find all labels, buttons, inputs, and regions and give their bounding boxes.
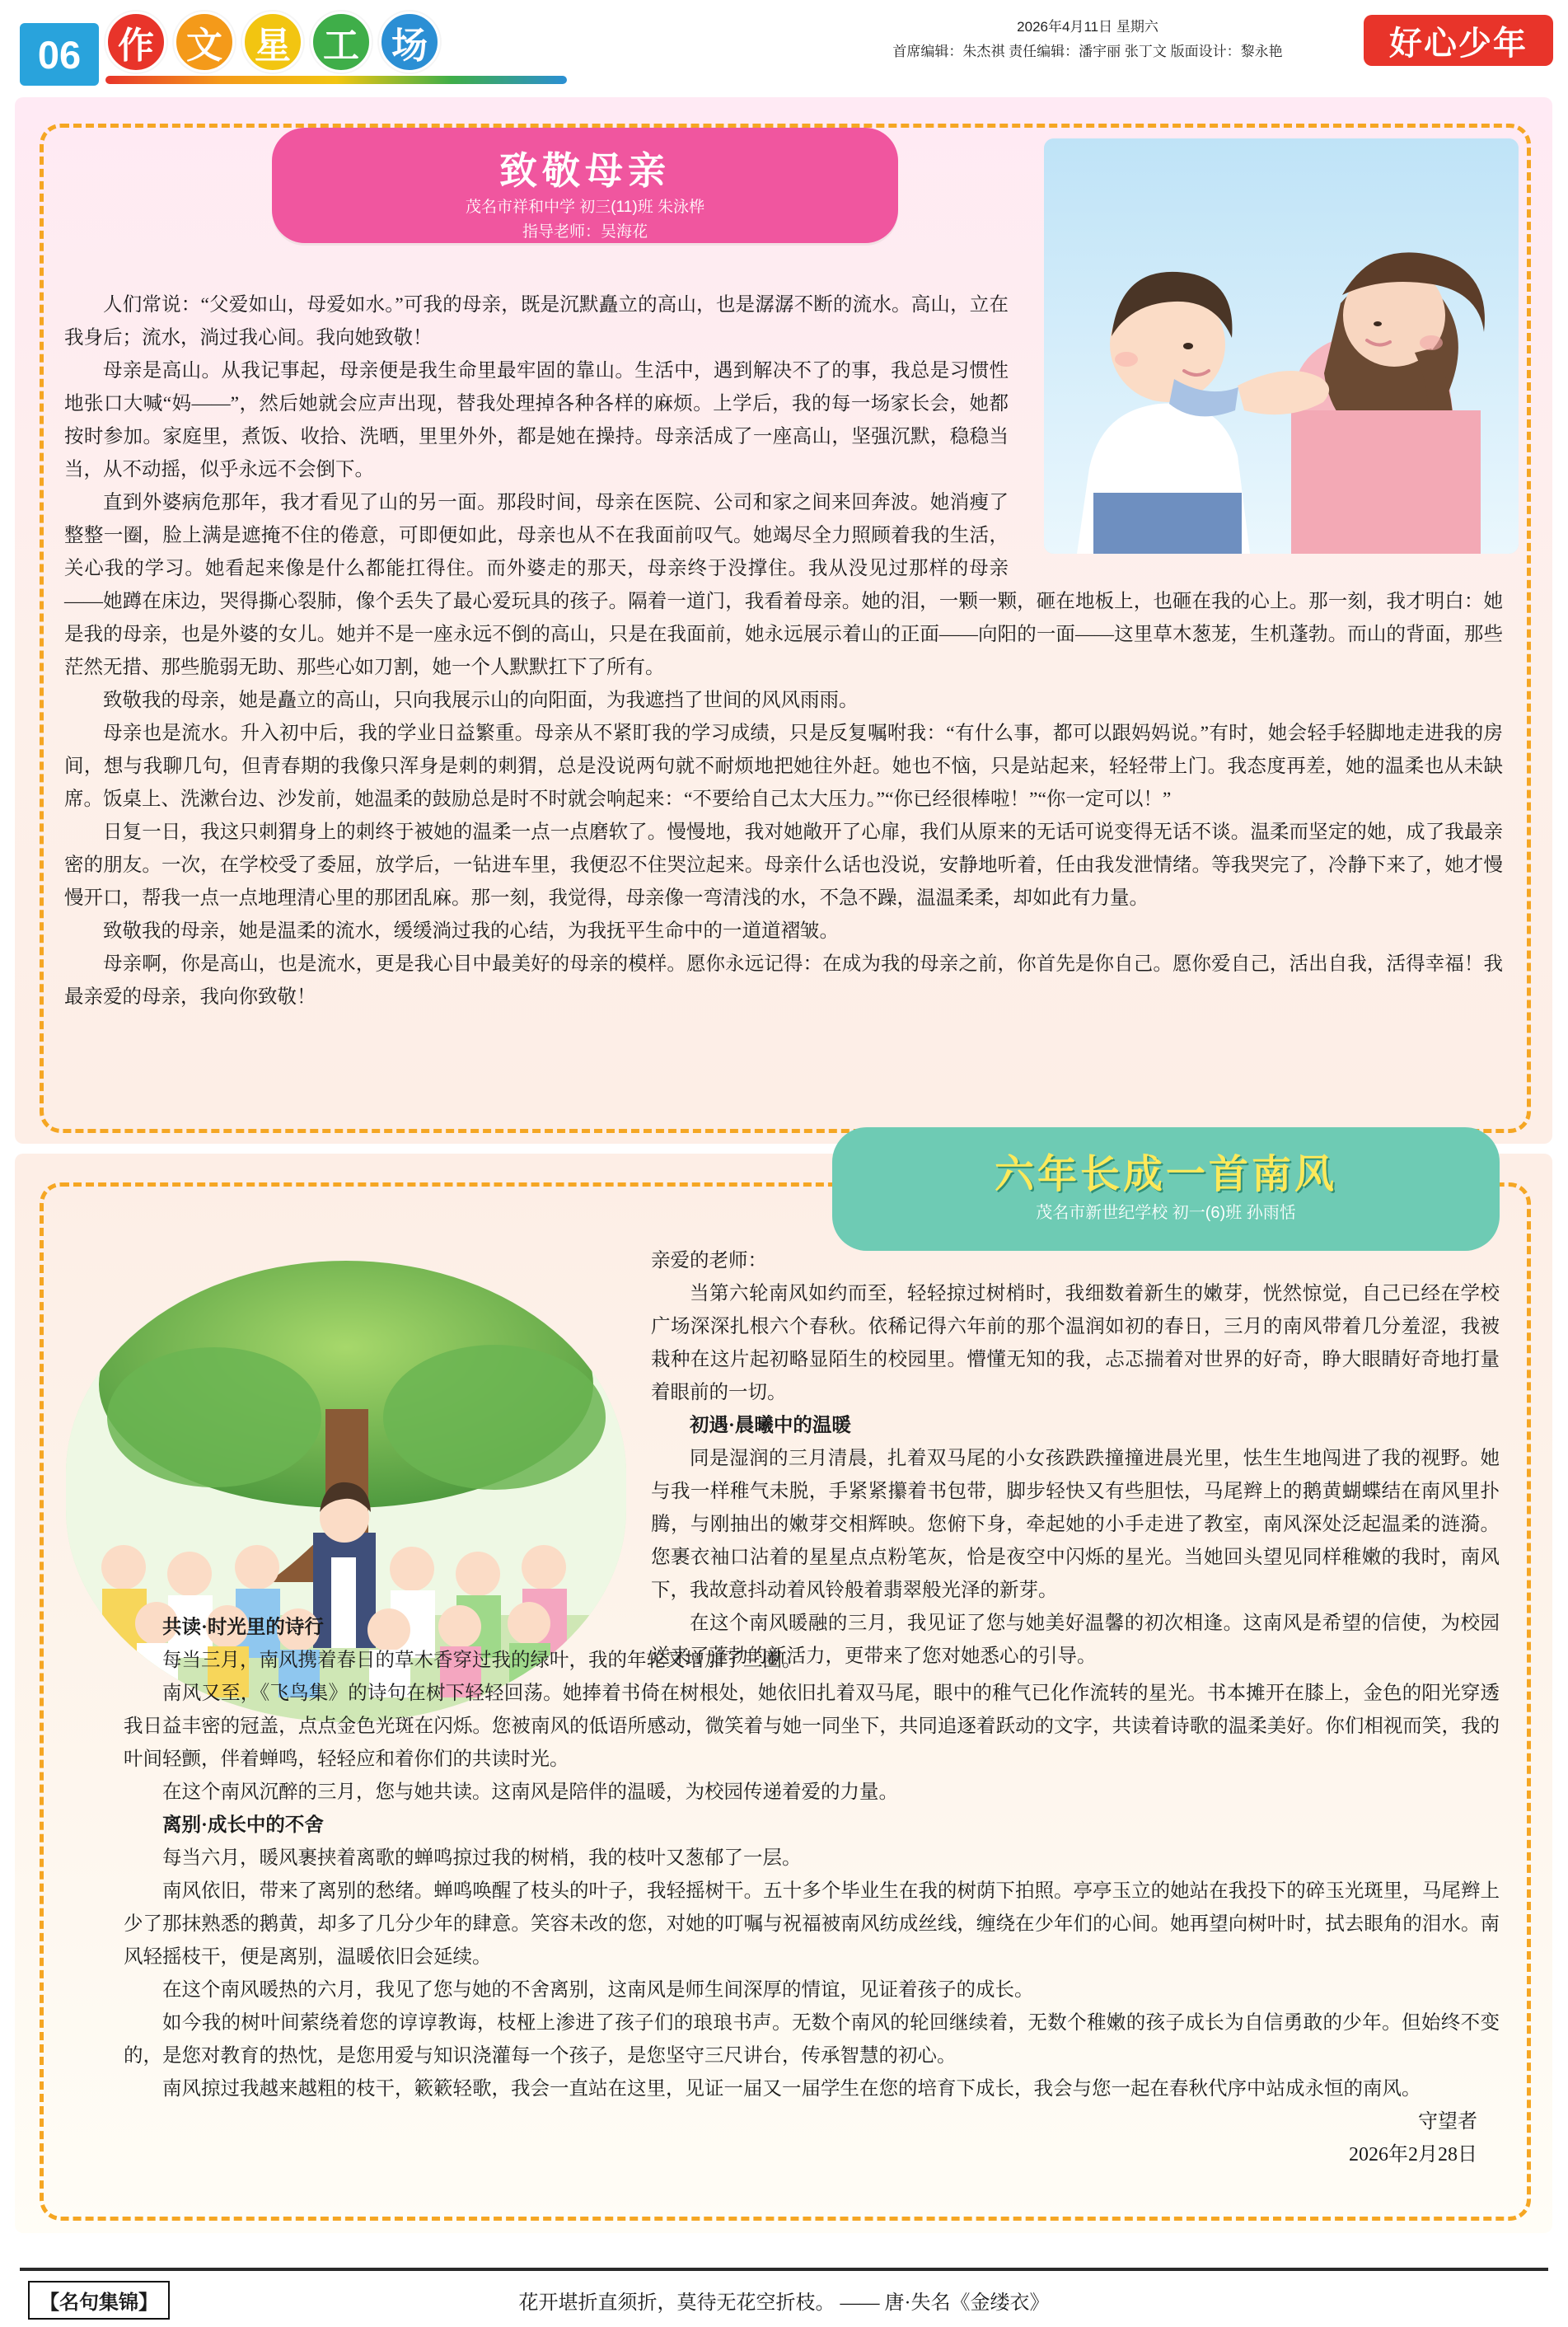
article-2-signature [1349, 2105, 1477, 2171]
section-title-underline [105, 76, 567, 84]
article-1-paragraph: 直到外婆病危那年，我才看见了山的另一面。那段时间，母亲在医院、公司和家之间来回奔波。她消瘦了整整一圈，脸上满是遮掩不住的倦意，可即便如此，母亲也从不在我面前叹气。她竭尽全力照顾着我的生活，关心我的学习。她看起来像是什么都能扛得住。而外婆走的那天，母亲终于没撑住。我从没见过那样的母亲——她蹲在床边，哭得撕心裂肺，像个丢失了最心爱玩具的孩子。隔着一道门，我看着母亲。她的泪，一颗一颗，砸在地板上，也砸在我的心上。那一刻，我才明白：她是我的母亲，也是外婆的女儿。她并不是一座永远不倒的高山，只是在我面前，她永远展示着山的正面——向阳的一面——这里草木葱茏，生机蓬勃。而山的背面，那些茫然无措、那些脆弱无助、那些心如刀割，她一个人默默扛下了所有。 [64, 492, 1503, 678]
header-meta [824, 15, 1351, 64]
section-title-char-1: 作 [105, 12, 166, 73]
section-title [105, 12, 440, 73]
signature-name: 守望者 [1418, 2111, 1477, 2133]
page-header [0, 0, 1568, 91]
section-title-char-3: 星 [242, 12, 303, 73]
article-2-subheading-3: 离别·成长中的不舍 [162, 1814, 324, 1836]
brand-text: 好心少年 [1389, 25, 1528, 62]
article-1-paragraph: 日复一日，我这只刺猬身上的刺终于被她的温柔一点一点磨软了。慢慢地，我对她敞开了心扉，我们从原来的无话可说变得无话不谈。温柔而坚定的她，成了我最亲密的朋友。一次，在学校受了委屈，放学后，一钻进车里，我便忍不住哭泣起来。母亲什么话也没说，安静地听着，任由我发泄情绪。等我哭完了，冷静下来了，她才慢慢开口，帮我一点一点地理清心里的那团乱麻。那一刻，我觉得，母亲像一弯清浅的水，不急不躁，温温柔柔，却如此有力量。 [64, 822, 1503, 909]
article-1-paragraph: 致敬我的母亲，她是矗立的高山，只向我展示山的向阳面，为我遮挡了世间的风风雨雨。 [103, 690, 859, 711]
footer-quote: 花开堪折直须折，莫待无花空折枝。 —— 唐·失名《金缕衣》 [518, 2292, 1050, 2314]
page-number: 06 [20, 23, 99, 86]
article-2-paragraph: 每当三月，南风携着春日的草木香穿过我的绿叶，我的年轮又增加了三圈。 [162, 1650, 802, 1671]
article-2-paragraph: 如今我的树叶间萦绕着您的谆谆教诲，枝桠上渗进了孩子们的琅琅书声。无数个南风的轮回继续着，无数个稚嫩的孩子成长为自信勇敢的少年。但始终不变的，是您对教育的热忱，是您用爱与知识浇灌每一个孩子，是您坚守三尺讲台，传承智慧的初心。 [124, 2012, 1500, 2067]
article-1-paragraph: 母亲啊，你是高山，也是流水，更是我心目中最美好的母亲的模样。愿你永远记得：在成为我的母亲之前，你首先是你自己。愿你爱自己，活出自我，活得幸福！我最亲爱的母亲，我向你致敬！ [64, 953, 1503, 1008]
article-1-paragraph: 母亲是高山。从我记事起，母亲便是我生命里最牢固的靠山。生活中，遇到解决不了的事，我总是习惯性地张口大喊“妈——”，然后她就会应声出现，替我处理掉各种各样的麻烦。上学后，我的每一场家长会，她都按时参加。家庭里，煮饭、收拾、洗晒，里里外外，都是她在操持。母亲活成了一座高山，坚强沉默，稳稳当当，从不动摇，似乎永远不会倒下。 [64, 360, 1009, 480]
section-title-char-2: 文 [174, 12, 235, 73]
article-1-paragraph: 人们常说：“父爱如山，母爱如水。”可我的母亲，既是沉默矗立的高山，也是潺潺不断的流水。高山，立在我身后；流水，淌过我心间。我向她致敬！ [64, 294, 1009, 349]
section-title-char-4: 工 [311, 12, 372, 73]
article-2-paragraph: 在这个南风沉醉的三月，您与她共读。这南风是陪伴的温暖，为校园传递着爱的力量。 [162, 1782, 898, 1803]
article-2-paragraph: 每当六月，暖风裹挟着离歌的蝉鸣掠过我的树梢，我的枝叶又葱郁了一层。 [162, 1847, 802, 1869]
article-2-paragraph: 在这个南风暖热的六月，我见了您与她的不舍离别，这南风是师生间深厚的情谊，见证着孩子的成长。 [162, 1979, 1034, 2001]
article-2-paragraph: 南风依旧，带来了离别的愁绪。蝉鸣唤醒了枝头的叶子，我轻摇树干。五十多个毕业生在我的树荫下拍照。亭亭玉立的她站在我投下的碎玉光斑里，马尾辫上少了那抹熟悉的鹅黄，却多了几分少年的肆意。笑容未改的您，对她的叮嘱与祝福被南风纺成丝线，缠绕在少年们的心间。她再望向树叶时，拭去眼角的泪水。南风轻摇枝干，便是离别，温暖依旧会延续。 [124, 1880, 1500, 1968]
article-2-byline: 茂名市新世纪学校 初一(6)班 孙雨恬 [1036, 1204, 1296, 1222]
article-1-byline-author: 茂名市祥和中学 初三(11)班 朱泳桦 [466, 199, 704, 216]
article-2-salutation: 亲爱的老师： [651, 1250, 767, 1271]
text-wrap-spacer [1009, 288, 1503, 560]
article-2-body-bottom [124, 1611, 1500, 2105]
footer-divider [20, 2268, 1548, 2271]
article-2-title: 六年长成一首南风 [994, 1153, 1337, 1196]
page-footer [0, 2268, 1568, 2327]
article-1-paragraph: 母亲也是流水。升入初中后，我的学业日益繁重。母亲从不紧盯我的学习成绩，只是反复嘱咐我：“有什么事，都可以跟妈妈说。”有时，她会轻手轻脚地走进我的房间，想与我聊几句，但青春期的我像只浑身是刺的刺猬，总是没说两句就不耐烦地把她往外赶。她也不恼，只是站起来，轻轻带上门。我态度再差，她的温柔也从未缺席。饭桌上、洗漱台边、沙发前，她温柔的鼓励总是时不时就会响起来：“不要给自己太大压力。”“你已经很棒啦！”“你一定可以！” [64, 723, 1503, 810]
article-1-title-badge [272, 128, 898, 243]
article-2-paragraph: 南风又至，《飞鸟集》的诗句在树下轻轻回荡。她捧着书倚在树根处，她依旧扎着双马尾，眼中的稚气已化作流转的星光。书本摊开在膝上，金色的阳光穿透我日益丰密的冠盖，点点金色光斑在闪烁。您被南风的低语所感动，微笑着与她一同坐下，共同追逐着跃动的文字，共读着诗歌的温柔美好。你们相视而笑，我的叶间轻颤，伴着蝉鸣，轻轻应和着你们的共读时光。 [124, 1683, 1500, 1770]
signature-date: 2026年2月28日 [1349, 2144, 1477, 2165]
issue-date: 2026年4月11日 星期六 [1017, 19, 1158, 35]
article-1-body [64, 288, 1503, 1014]
article-1-byline-teacher: 指导老师：吴海花 [522, 223, 648, 241]
article-2-subheading-1: 初遇·晨曦中的温暖 [690, 1415, 851, 1436]
footer-label: 【名句集锦】 [28, 2281, 170, 2320]
article-1-paragraph: 致敬我的母亲，她是温柔的流水，缓缓淌过我的心结，为我抚平生命中的一道道褶皱。 [103, 920, 839, 942]
masthead-brand [1364, 15, 1553, 66]
article-2-subheading-2: 共读·时光里的诗行 [162, 1617, 324, 1638]
article-2-paragraph: 在这个南风暖融的三月，我见证了您与她美好温馨的初次相逢。这南风是希望的信使，为校园送来了蓬勃的新活力，更带来了您对她悉心的引导。 [651, 1613, 1500, 1667]
article-2-paragraph: 南风掠过我越来越粗的枝干，簌簌轻歌，我会一直站在这里，见证一届又一届学生在您的培育下成长，我会与您一起在春秋代序中站成永恒的南风。 [162, 2078, 1421, 2100]
article-2-paragraph: 同是湿润的三月清晨，扎着双马尾的小女孩跌跌撞撞进晨光里，怯生生地闯进了我的视野。她与我一样稚气未脱，手紧紧攥着书包带，脚步轻快又有些胆怯，马尾辫上的鹅黄蝴蝶结在南风里扑腾，与刚抽出的嫩芽交相辉映。您俯下身，牵起她的小手走进了教室，南风深处泛起温柔的涟漪。您裹衣袖口沾着的星星点点粉笔灰，恰是夜空中闪烁的星光。当她回头望见同样稚嫩的我时，南风下，我故意抖动着风铃般着翡翠般光泽的新芽。 [651, 1448, 1500, 1601]
article-1-title: 致敬母亲 [499, 149, 671, 192]
article-2-body-top [651, 1244, 1500, 1673]
article-2-title-badge [832, 1127, 1500, 1251]
section-title-char-5: 场 [379, 12, 440, 73]
article-2-paragraph: 当第六轮南风如约而至，轻轻掠过树梢时，我细数着新生的嫩芽，恍然惊觉，自己已经在学校广场深深扎根六个春秋。依稀记得六年前的那个温润如初的春日，三月的南风带着几分羞涩，我被栽种在这片起初略显陌生的校园里。懵懂无知的我，忐忑揣着对世界的好奇，睁大眼睛好奇地打量着眼前的一切。 [651, 1283, 1500, 1403]
editor-credits: 首席编辑：朱杰祺 责任编辑：潘宇丽 张丁文 版面设计：黎永艳 [892, 44, 1283, 59]
